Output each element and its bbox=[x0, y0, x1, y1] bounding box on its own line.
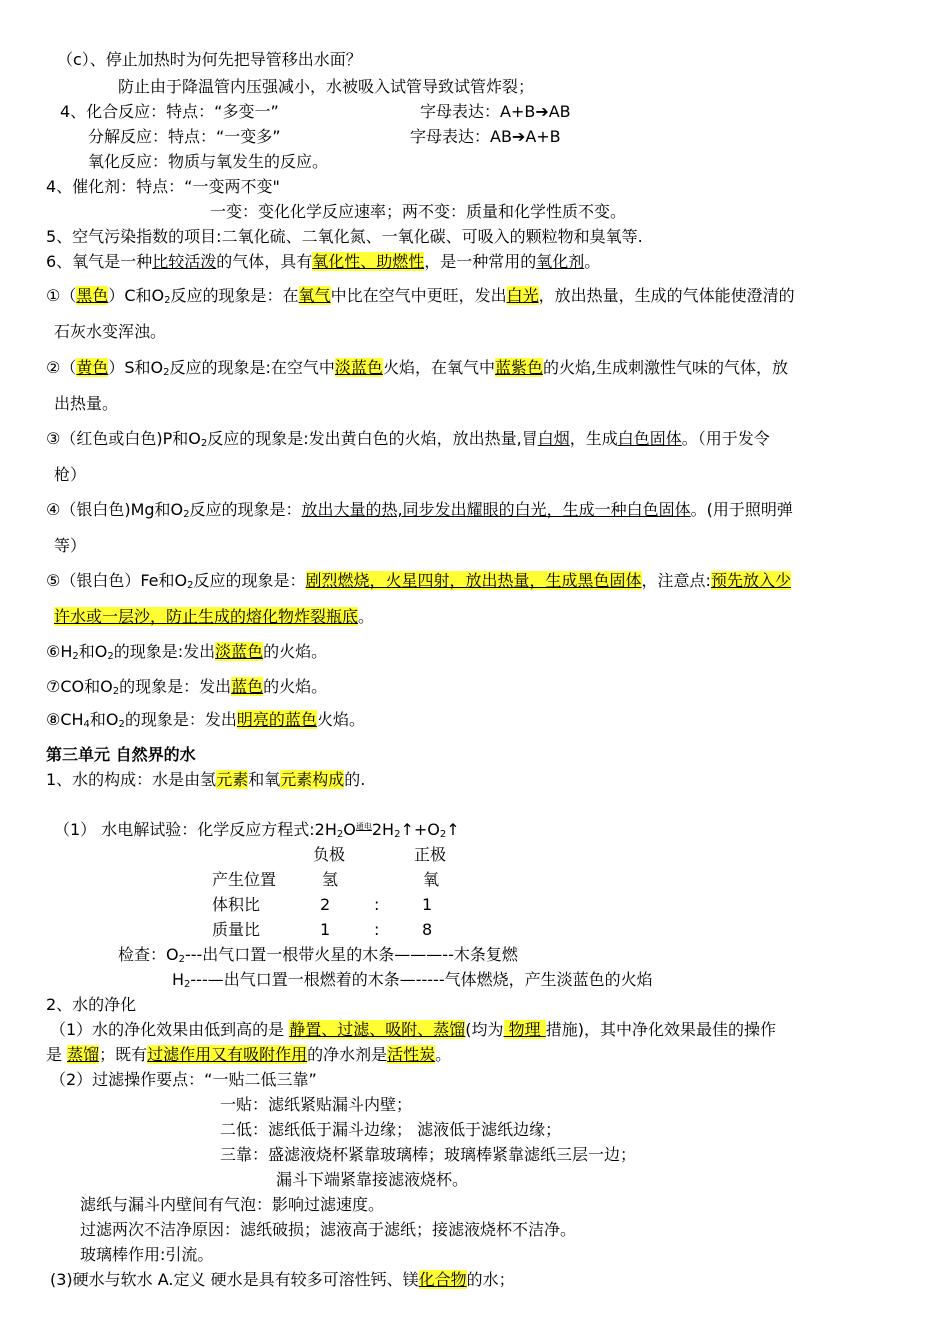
text-line: $⑥H_2$和$O_2$的现象是:发出淡蓝色的火焰。 bbox=[46, 642, 328, 662]
table-cell: 8 bbox=[422, 920, 433, 939]
text-line: ②（黄色）S和$O_2$反应的现象是:在空气中淡蓝色火焰，在氧气中蓝紫色的火焰,生成刺激性气味的气体，放 bbox=[46, 358, 789, 378]
text-line: （2）过滤操作要点：“一贴二低三靠” bbox=[50, 1070, 317, 1089]
table-cell: 氢 bbox=[322, 870, 339, 889]
text-line: 许水或一层沙，防止生成的熔化物炸裂瓶底。 bbox=[54, 607, 375, 626]
text-line: (3)硬水与软水 A.定义 硬水是具有较多可溶性钙、镁化合物的水； bbox=[50, 1270, 515, 1289]
text-line: 分解反应：特点：“一变多” bbox=[88, 127, 281, 146]
text-line: 氧化反应：物质与氧发生的反应。 bbox=[88, 152, 329, 171]
table-cell: 1 bbox=[422, 895, 433, 914]
text-line: ④（银白色)Mg和$O_2$反应的现象是：放出大量的热,同步发出耀眼的白光，生成一种白色固体。(用于照明弹 bbox=[46, 500, 793, 520]
equation-line: （1） 水电解试验：化学反应方程式$:2H_2O^{通电}2H_2↑+O_2↑$ bbox=[54, 820, 460, 840]
text-line: 一贴：滤纸紧贴漏斗内壁； bbox=[220, 1095, 413, 1114]
text-line: 等） bbox=[54, 536, 87, 555]
table-header: 负极 bbox=[313, 845, 346, 864]
table-cell: 2 bbox=[320, 895, 331, 914]
text-line: 字母表达：A+B➔AB bbox=[420, 102, 571, 121]
text-line: 字母表达：AB➔A+B bbox=[410, 127, 561, 146]
table-header: 正极 bbox=[414, 845, 447, 864]
text-line: 出热量。 bbox=[54, 394, 119, 413]
text-line: 1、水的构成：水是由氢元素和氧元素构成的. bbox=[46, 770, 366, 789]
text-line: ③（红色或白色)P和$O_2$反应的现象是:发出黄白色的火焰，放出热量,冒白烟，生成白色固体。（用于发令 bbox=[46, 429, 770, 449]
table-cell: 1 bbox=[320, 920, 331, 939]
text-line: 二低：滤纸低于漏斗边缘； 滤液低于滤纸边缘； bbox=[220, 1120, 562, 1139]
text-line: 石灰水变浑浊。 bbox=[54, 322, 167, 341]
text-line: 过滤两次不洁净原因：滤纸破损；滤液高于滤纸；接滤液烧杯不洁净。 bbox=[80, 1220, 577, 1239]
text-line: （c）、停止加热时为何先把导管移出水面？ bbox=[57, 50, 362, 69]
text-line: ①（黑色）C和$O_2$反应的现象是：在氧气中比在空气中更旺，发出白光，放出热量，生成的气体能使澄清的 bbox=[46, 286, 795, 306]
text-line: 是 蒸馏；既有过滤作用又有吸附作用的净水剂是活性炭。 bbox=[46, 1045, 452, 1064]
table-cell: 质量比 bbox=[212, 920, 261, 939]
text-line: 玻璃棒作用:引流。 bbox=[80, 1245, 214, 1264]
text-line: 一变：变化化学反应速率；两不变：质量和化学性质不变。 bbox=[210, 202, 627, 221]
table-cell: : bbox=[374, 920, 380, 939]
table-cell: 氧 bbox=[423, 870, 440, 889]
text-line: 漏斗下端紧靠接滤液烧杯。 bbox=[276, 1170, 469, 1189]
table-cell: 产生位置 bbox=[212, 870, 277, 889]
text-line: （1）水的净化效果由低到高的是 静置、过滤、吸附、蒸馏(均为 物理 措施)，其中净化效果最佳的操作 bbox=[50, 1020, 776, 1039]
text-line: ⑤（银白色）Fe和$O_2$反应的现象是：剧烈燃烧，火星四射，放出热量，生成黑色固体，注意点:预先放入少 bbox=[46, 571, 791, 591]
text-line: 2、水的净化 bbox=[46, 995, 137, 1014]
text-line: 滤纸与漏斗内壁间有气泡：影响过滤速度。 bbox=[80, 1195, 385, 1214]
text-line: 5、空气污染指数的项目:二氧化硫、二氧化氮、一氧化碳、可吸入的颗粒物和臭氧等. bbox=[46, 227, 643, 246]
text-line: 4、催化剂：特点：“一变两不变" bbox=[46, 177, 280, 196]
text-line: ⑦CO和$O_2$的现象是：发出蓝色的火焰。 bbox=[46, 677, 328, 697]
text-line: 防止由于降温管内压强减小，水被吸入试管导致试管炸裂； bbox=[118, 77, 535, 96]
text-line: 枪） bbox=[54, 465, 87, 484]
section-heading: 第三单元 自然界的水 bbox=[46, 745, 196, 764]
table-cell: : bbox=[374, 895, 380, 914]
text-line: $H_2---—$出气口置一根燃着的木条—-----气体燃烧，产生淡蓝色的火焰 bbox=[172, 970, 653, 990]
text-line: 三靠：盛滤液烧杯紧靠玻璃棒；玻璃棒紧靠滤纸三层一边； bbox=[220, 1145, 637, 1164]
text-line: $⑧CH_4$和$O_2$的现象是：发出明亮的蓝色火焰。 bbox=[46, 710, 365, 730]
text-line: 检查：$O_2---$出气口置一根带火星的木条———--木条复燃 bbox=[118, 945, 518, 965]
text-line: 6、氧气是一种比较活泼的气体，具有氧化性、助燃性，是一种常用的氧化剂。 bbox=[46, 252, 601, 271]
text-line: 4、化合反应：特点：“多变一” bbox=[60, 102, 279, 121]
table-cell: 体积比 bbox=[212, 895, 261, 914]
